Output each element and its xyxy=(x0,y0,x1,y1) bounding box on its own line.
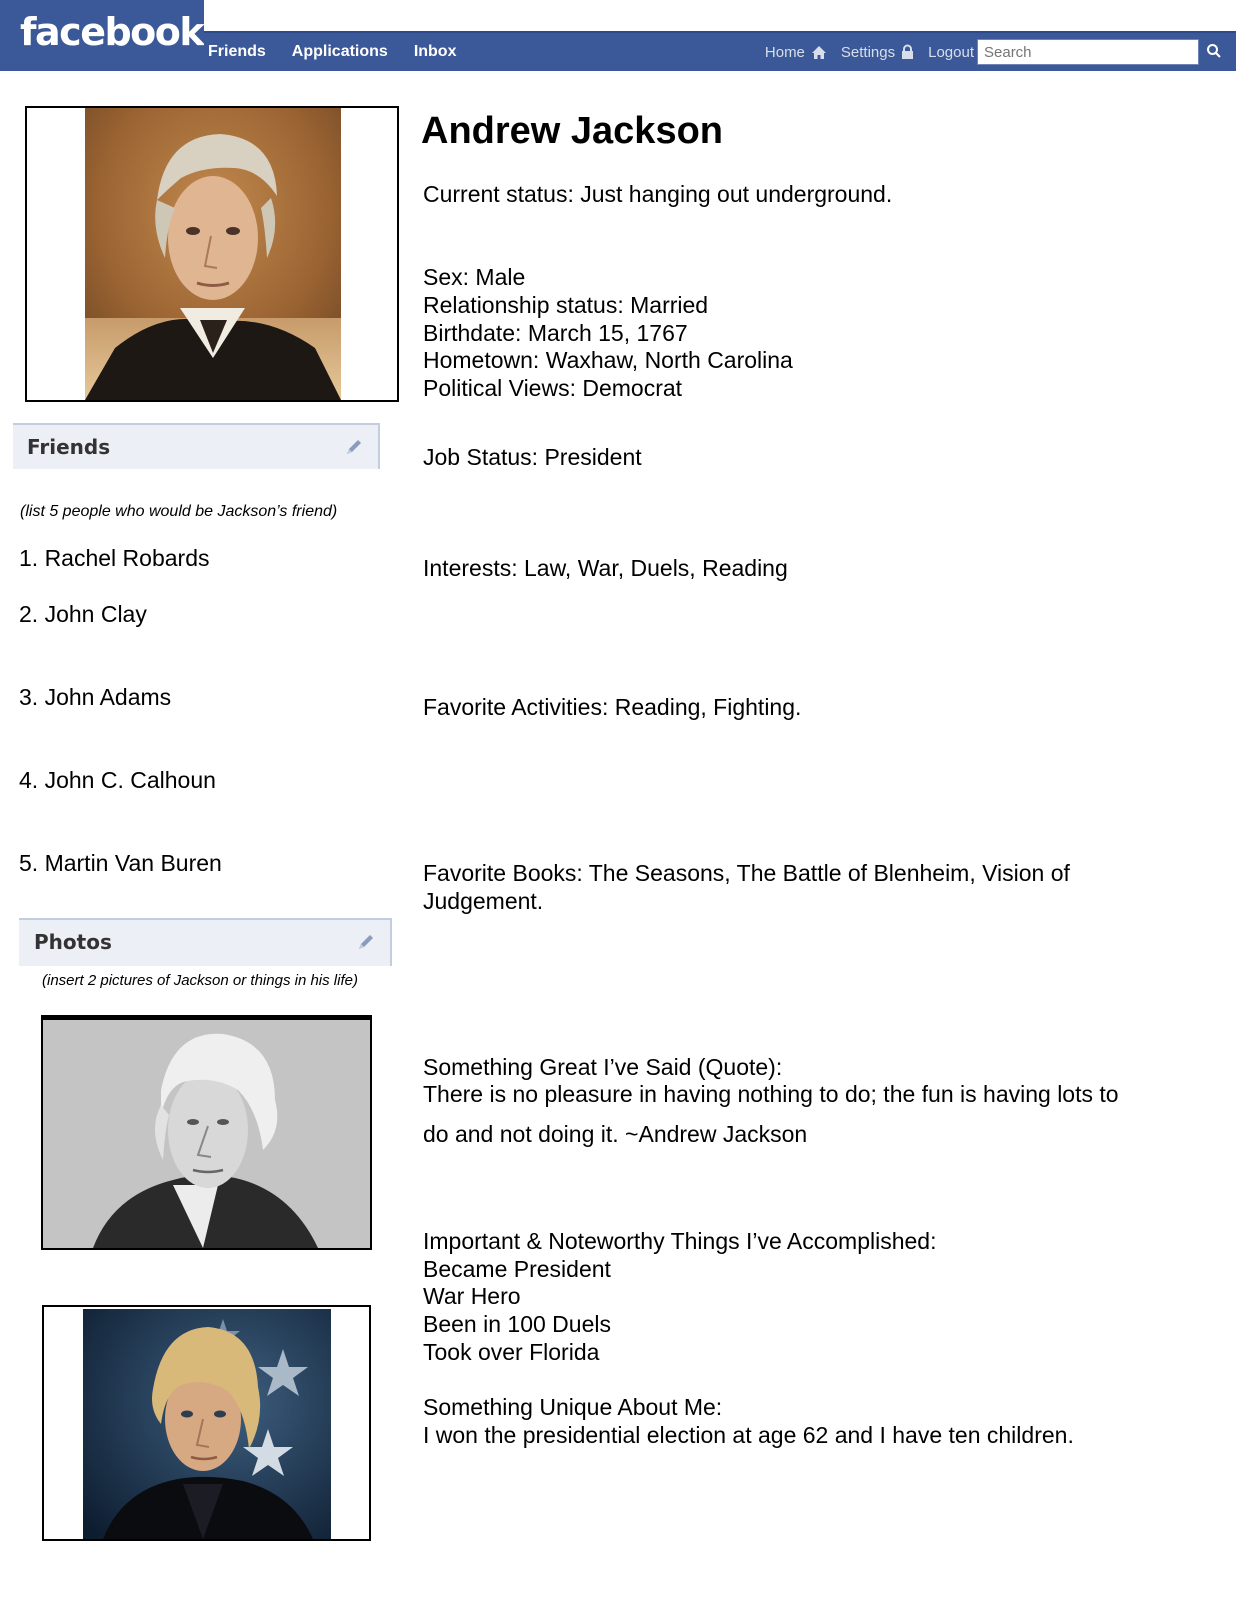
logo-box[interactable] xyxy=(0,0,204,71)
info-interests: Interests: Law, War, Duels, Reading xyxy=(423,555,788,581)
photo-stars-portrait-image xyxy=(83,1309,331,1539)
settings-link[interactable] xyxy=(841,44,914,61)
info-books-line2: Judgement. xyxy=(423,888,544,914)
info-birthdate: Birthdate: March 15, 1767 xyxy=(423,320,688,346)
photos-box-header xyxy=(19,918,392,966)
info-activities: Favorite Activities: Reading, Fighting. xyxy=(423,694,802,720)
accomplishment-item: War Hero xyxy=(423,1283,521,1309)
photos-box-title[interactable]: Photos xyxy=(34,930,112,954)
photos-hint: (insert 2 pictures of Jackson or things in his life) xyxy=(42,972,358,989)
profile-picture-frame xyxy=(25,106,399,402)
friends-box-title[interactable]: Friends xyxy=(27,435,111,459)
nav-applications-link[interactable]: Applications xyxy=(291,43,388,60)
photo-2-image xyxy=(83,1309,331,1539)
home-icon xyxy=(811,45,827,60)
accomplishment-item: Been in 100 Duels xyxy=(423,1311,611,1337)
info-sex: Sex: Male xyxy=(423,264,526,290)
home-label: Home xyxy=(764,43,805,61)
info-political: Political Views: Democrat xyxy=(423,375,683,401)
search-icon[interactable] xyxy=(1206,43,1222,59)
nav-left xyxy=(208,33,482,71)
quote-heading: Something Great I’ve Said (Quote): xyxy=(423,1054,783,1080)
search-input[interactable] xyxy=(977,39,1199,65)
profile-picture[interactable] xyxy=(85,108,341,400)
photo-2[interactable] xyxy=(42,1305,371,1541)
unique-text: I won the presidential election at age 62 and I have ten children. xyxy=(423,1422,1074,1448)
current-status: Current status: Just hanging out underground. xyxy=(423,181,893,207)
info-hometown: Hometown: Waxhaw, North Carolina xyxy=(423,347,793,373)
friend-item: 2. John Clay xyxy=(19,601,147,627)
photo-engraving-image xyxy=(43,1020,370,1248)
profile-name: Andrew Jackson xyxy=(421,110,723,152)
friend-item: 4. John C. Calhoun xyxy=(19,767,216,793)
friends-box-header xyxy=(13,423,380,469)
friend-item: 5. Martin Van Buren xyxy=(19,850,222,876)
accomplishment-item: Took over Florida xyxy=(423,1339,600,1365)
info-books-line1: Favorite Books: The Seasons, The Battle of Blenheim, Vision of xyxy=(423,860,1070,886)
pencil-icon[interactable] xyxy=(344,437,364,457)
nav-inbox-link[interactable]: Inbox xyxy=(413,43,457,60)
nav-right xyxy=(751,33,974,71)
nav-friends-link[interactable]: Friends xyxy=(208,43,266,60)
logout-link[interactable]: Logout xyxy=(928,43,974,61)
friend-item: 1. Rachel Robards xyxy=(19,545,210,571)
home-link[interactable] xyxy=(765,44,827,61)
quote-line: do and not doing it. ~Andrew Jackson xyxy=(423,1121,808,1147)
pencil-icon[interactable] xyxy=(356,932,376,952)
info-job: Job Status: President xyxy=(423,444,642,470)
facebook-logo[interactable]: facebook xyxy=(20,10,204,54)
friends-hint: (list 5 people who would be Jackson’s friend) xyxy=(20,503,338,520)
accomplishment-item: Became President xyxy=(423,1256,611,1282)
settings-label: Settings xyxy=(840,43,896,61)
accomplishments-heading: Important & Noteworthy Things I’ve Accomplished: xyxy=(423,1228,937,1254)
lock-icon xyxy=(901,44,914,60)
unique-heading: Something Unique About Me: xyxy=(423,1394,723,1420)
quote-line: There is no pleasure in having nothing to do; the fun is having lots to xyxy=(423,1081,1119,1107)
photo-1[interactable] xyxy=(41,1015,372,1250)
profile-portrait-image xyxy=(85,108,341,400)
info-relationship: Relationship status: Married xyxy=(423,292,709,318)
top-nav-bar xyxy=(204,31,1236,71)
friend-item: 3. John Adams xyxy=(19,684,172,710)
